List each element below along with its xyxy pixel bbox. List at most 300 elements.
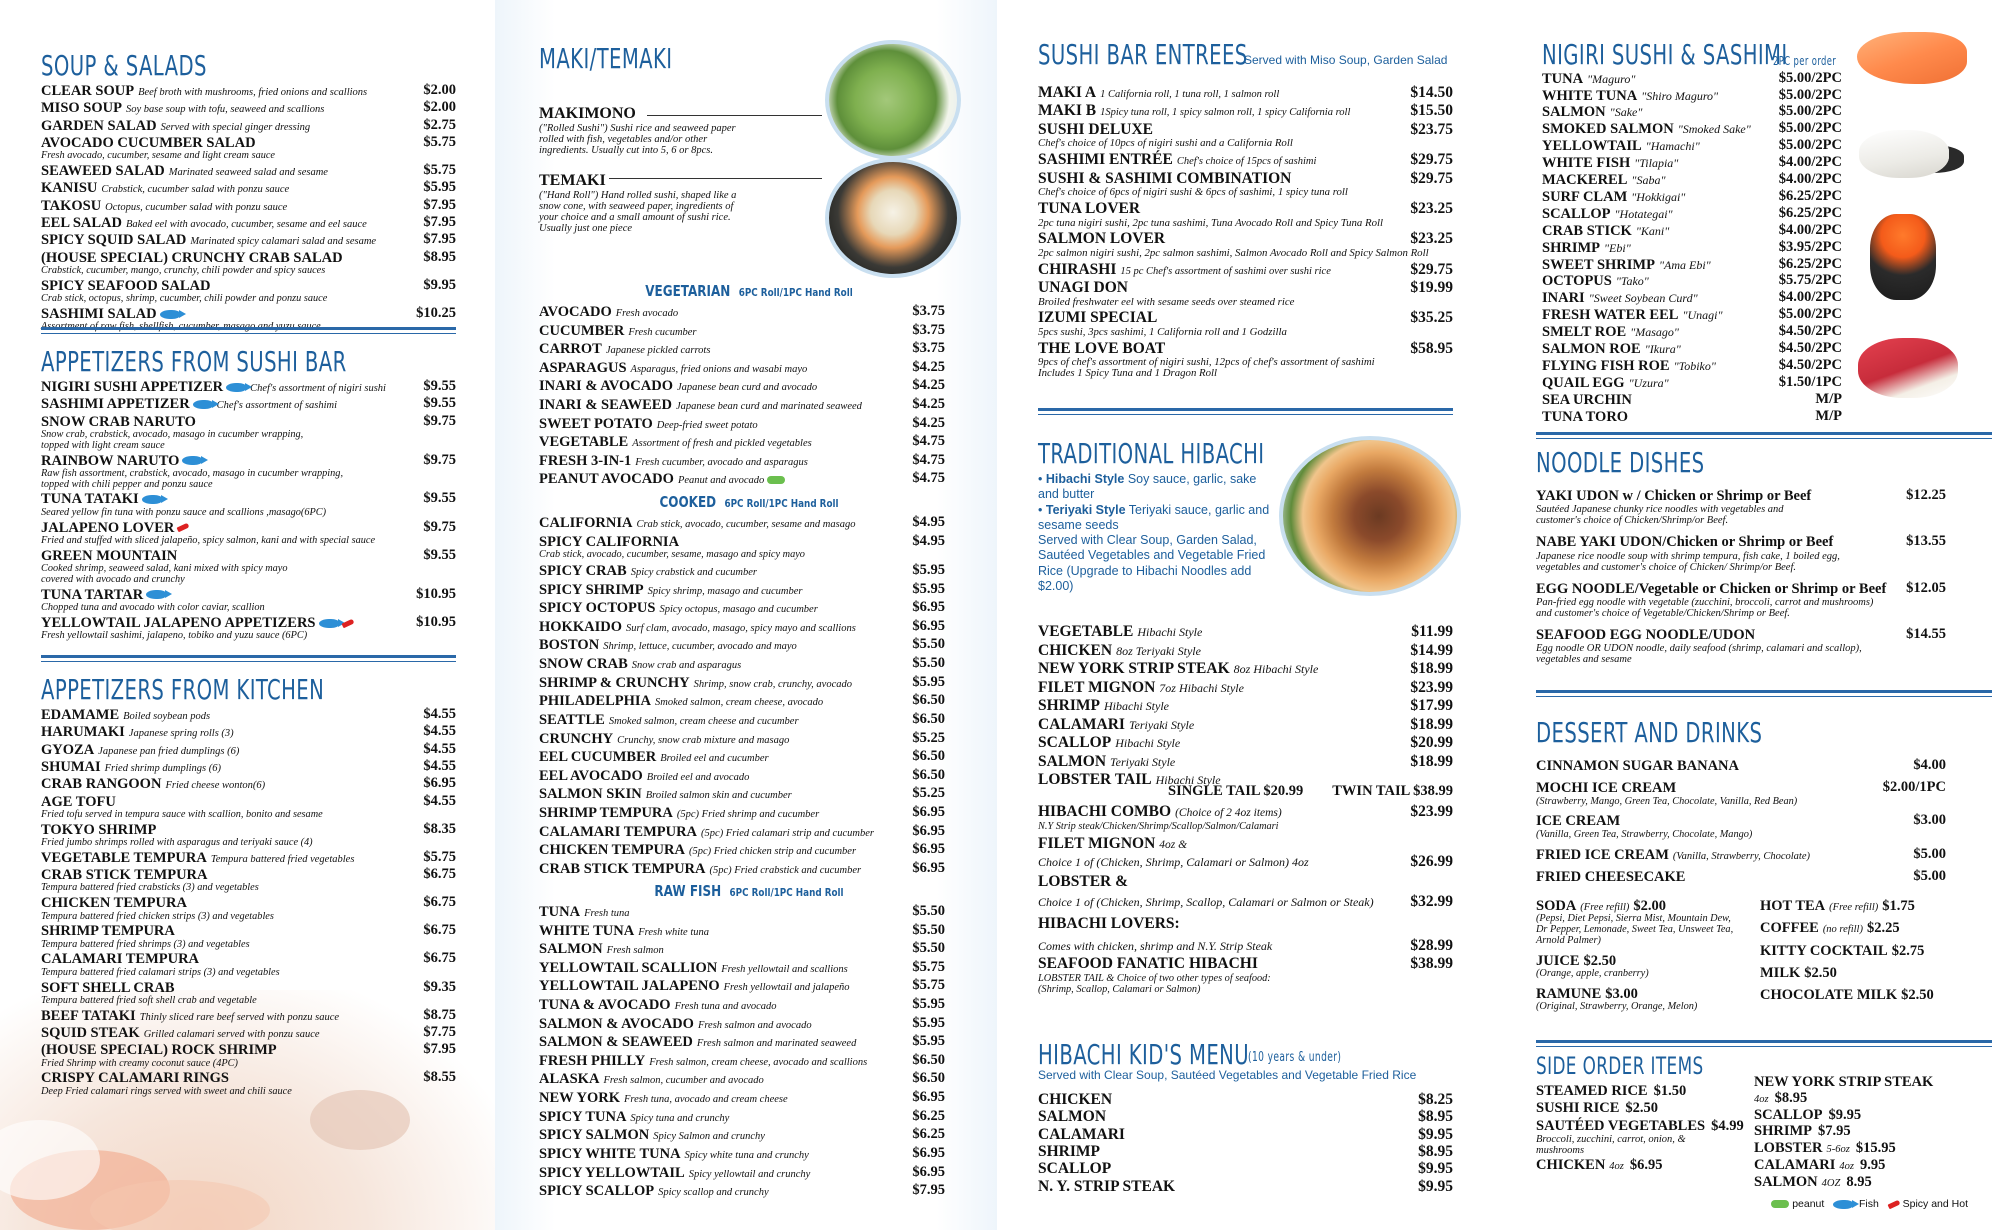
- item-desc: "Unagi": [1682, 308, 1723, 323]
- menu-item: [1542, 206, 1842, 222]
- item-price: $5.00/2PC: [1778, 69, 1842, 86]
- item-price: $4.99: [1711, 1117, 1744, 1134]
- menu-item: [539, 304, 959, 320]
- item-name: TUNA TATAKI: [41, 491, 139, 508]
- menu-item: [41, 135, 456, 151]
- menu-item: [539, 842, 959, 858]
- item-price: $5.95: [912, 562, 945, 579]
- item-name: IZUMI SPECIAL: [1038, 309, 1158, 327]
- item-price: $6.75: [423, 894, 456, 911]
- item-name: SEAFOOD EGG NOODLE/UDON: [1536, 627, 1756, 644]
- menu-item: [1542, 71, 1842, 87]
- item-name: YAKI UDON w / Chicken or Shrimp or Beef: [1536, 488, 1812, 504]
- menu-item: [1038, 280, 1453, 296]
- section-divider: [1536, 432, 1992, 439]
- item-name: OCTOPUS: [1542, 273, 1612, 290]
- item-price: $20.99: [1410, 734, 1453, 752]
- item-name: SHUMAI: [41, 758, 101, 775]
- menu-item: [1038, 624, 1453, 640]
- item-price: $4.00/2PC: [1778, 289, 1842, 306]
- menu-item: [1542, 121, 1842, 137]
- item-desc: Assortment of fresh and pickled vegetables: [632, 438, 812, 450]
- menu-item: [1542, 341, 1842, 357]
- item-name: KANISU: [41, 180, 98, 197]
- item-name: GYOZA: [41, 741, 95, 758]
- item-price: $2.00/1PC: [1882, 779, 1946, 796]
- item-desc: Spicy scallop and crunchy: [658, 1187, 769, 1199]
- item-desc: Fresh tuna: [584, 908, 630, 919]
- item-name: SALMON: [1542, 104, 1606, 121]
- item-desc: Fresh salmon, cream cheese, avocado and scallions: [649, 1056, 868, 1068]
- item-desc-line: Fresh yellowtail sashimi, jalapeno, tobiko and yuzu sauce (6PC): [41, 629, 308, 641]
- item-desc-line: Sautéed Japanese chunky rice noodles with vegetables and: [1536, 504, 1784, 516]
- item-price: $5.00: [1913, 867, 1946, 884]
- item-price: $8.75: [423, 1006, 456, 1023]
- item-desc-line: Tempura battered fried calamari strips (3) and vegetables: [41, 966, 280, 978]
- item-price: $6.95: [912, 859, 945, 876]
- menu-item: [1038, 1144, 1453, 1160]
- tuna-nigiri-photo: [1858, 338, 1958, 398]
- item-price: $4.50/2PC: [1778, 323, 1842, 340]
- item-name: EDAMAME: [41, 707, 120, 723]
- white-fish-nigiri-photo: [1859, 130, 1949, 178]
- fanatic-desc2: (Shrimp, Scallop, Calamari or Salmon): [1038, 983, 1201, 995]
- menu-item: [539, 534, 959, 550]
- section-divider: [1536, 690, 1992, 697]
- item-desc-line: 5pcs sushi, 3pcs sashimi, 1 California roll and 1 Godzilla: [1038, 325, 1287, 338]
- item-desc-line: Chef's choice of 10pcs of nigiri sushi and a California Roll: [1038, 137, 1293, 150]
- item-price: $8.95: [423, 248, 456, 265]
- item-desc: Fresh salmon: [606, 945, 664, 957]
- item-name: FRESH 3-IN-1: [539, 452, 632, 469]
- menu-item: [539, 805, 959, 821]
- soup-salads-section: [41, 49, 456, 333]
- item-desc: Fresh cucumber: [628, 326, 697, 338]
- menu-item: [1542, 257, 1842, 273]
- menu-item: [539, 1183, 959, 1199]
- menu-item: [1542, 223, 1842, 239]
- item-name: SAUTÉED VEGETABLES: [1536, 1117, 1706, 1134]
- item-desc: "Tako": [1615, 274, 1649, 289]
- item-name: LOBSTER TAIL: [1038, 771, 1152, 789]
- menu-item: [1038, 698, 1453, 714]
- item-desc: Marinated spicy calamari salad and sesame: [190, 236, 377, 248]
- item-desc-line: Fresh avocado, cucumber, sesame and light cream sauce: [41, 150, 276, 162]
- item-desc: Grilled calamari served with ponzu sauce: [143, 1028, 320, 1040]
- item-name: SOFT SHELL CRAB: [41, 979, 175, 996]
- item-price: $3.75: [912, 340, 945, 357]
- menu-item: [1536, 488, 1946, 504]
- menu-item: [1038, 152, 1453, 168]
- fish-icon: [1833, 1200, 1853, 1209]
- section-title: SOUP & SALADS: [41, 49, 207, 82]
- menu-column-3: [997, 0, 1492, 1230]
- menu-item: [539, 397, 959, 413]
- item-desc-line: Cooked shrimp, seaweed salad, kani mixed with spicy mayo: [41, 562, 288, 574]
- menu-item: [41, 923, 456, 939]
- item-name: JALAPENO LOVER: [41, 519, 175, 536]
- item-price: $6.95: [423, 775, 456, 792]
- item-price: $12.05: [1906, 579, 1946, 596]
- menu-item: [1542, 409, 1842, 425]
- item-desc: Spicy Salmon and crunchy: [653, 1131, 765, 1143]
- item-desc-line: Tempura battered fried chicken strips (3) and vegetables: [41, 910, 274, 922]
- pepper-icon: [1887, 1199, 1900, 1209]
- item-desc-line: Assortment of raw fish, shellfish, cucumber, masago and yuzu sauce: [41, 321, 321, 333]
- item-price: $6.95: [1629, 1156, 1663, 1173]
- menu-item: [1754, 1157, 1984, 1173]
- item-name: CALAMARI TEMPURA: [539, 823, 698, 840]
- milk-item: MILK $2.50: [1760, 964, 1837, 981]
- item-desc-line: and customer's choice of Vegetable/Chicken/Shrimp or Beef.: [1536, 608, 1790, 620]
- item-price: $11.99: [1411, 623, 1453, 641]
- menu-item: [41, 100, 456, 116]
- item-desc-line: Fried tofu served in tempura sauce with scallion, bonito and sesame: [41, 808, 323, 820]
- item-price: $15.95: [1855, 1140, 1896, 1157]
- menu-item: [1038, 1109, 1453, 1125]
- item-price: $9.95: [1828, 1106, 1862, 1123]
- item-desc-line: 2pc tuna nigiri sushi, 2pc tuna sashimi, Tuna Avocado Roll and Spicy Tuna Roll: [1038, 216, 1384, 229]
- item-name: SPICY OCTOPUS: [539, 600, 656, 617]
- menu-item: [1542, 240, 1842, 256]
- item-name: EGG NOODLE/Vegetable or Chicken or Shrimp or Beef: [1536, 580, 1887, 597]
- item-desc: Crab stick, avocado, cucumber, sesame and masago: [636, 519, 856, 530]
- item-name: MISO SOUP: [41, 100, 122, 117]
- item-desc: "Maguro": [1587, 71, 1636, 86]
- menu-item: [539, 749, 959, 765]
- item-desc: Snow crab and asparagus: [631, 660, 742, 672]
- item-price: $5.95: [912, 673, 945, 690]
- menu-item: [1542, 138, 1842, 154]
- item-name: SHRIMP: [1038, 1142, 1100, 1160]
- item-desc: "Hotategai": [1614, 206, 1673, 221]
- item-name: GARDEN SALAD: [41, 117, 157, 134]
- item-price: $5.95: [423, 179, 456, 196]
- hibachi-extras: [1038, 784, 1453, 995]
- item-price: $9.75: [423, 451, 456, 468]
- item-price: $2.75: [423, 116, 456, 133]
- section-divider: [41, 327, 456, 334]
- menu-item: [41, 742, 456, 758]
- item-desc: 1Spicy tuna roll, 1 spicy salmon roll, 1 spicy California roll: [1100, 107, 1351, 119]
- hibachi-lobster: LOBSTER &: [1038, 872, 1129, 890]
- menu-item: [41, 776, 456, 792]
- filet-line2: Choice 1 of (Chicken, Shrimp, Calamari or Salmon) 4oz $26.99: [1038, 852, 1453, 870]
- menu-item: [539, 656, 959, 672]
- item-price: $5.25: [912, 785, 945, 802]
- menu-item: [1038, 643, 1453, 659]
- entrees-header: [1038, 38, 1458, 71]
- item-name: NEW YORK STRIP STEAK: [1038, 660, 1230, 678]
- menu-item: [1542, 307, 1842, 323]
- item-name: SPICY SCALLOP: [539, 1183, 655, 1200]
- item-price: $4.55: [423, 740, 456, 757]
- appkitchen-list: [41, 707, 456, 1097]
- item-desc-line: Tempura battered fried crabsticks (3) and vegetables: [41, 882, 259, 894]
- item-name: SALMON: [539, 941, 603, 958]
- soda-desc: (Pepsi, Diet Pepsi, Sierra Mist, Mountain Dew, Dr Pepper, Lemonade, Sweet Tea, Unsweet Tea, Arnold Palmer): [1536, 913, 1734, 946]
- item-desc: Spicy octopus, masago and cucumber: [659, 604, 818, 616]
- item-name: SEAWEED SALAD: [41, 163, 165, 180]
- item-price: $4.55: [423, 757, 456, 774]
- section-title: TRADITIONAL HIBACHI: [1038, 437, 1265, 470]
- item-desc-line: Chopped tuna and avocado with color caviar, scallion: [41, 601, 265, 613]
- item-name: TUNA TORO: [1542, 408, 1629, 425]
- item-name: SPICY YELLOWTAIL: [539, 1164, 685, 1181]
- item-price: $6.50: [912, 1051, 945, 1068]
- menu-item: [1536, 1118, 1746, 1134]
- item-desc-line: Raw fish assortment, crabstick, avocado, masago in cucumber wrapping,: [41, 467, 344, 479]
- item-name: CINNAMON SUGAR BANANA: [1536, 758, 1739, 774]
- menu-item: [1754, 1140, 1984, 1156]
- menu-item: [41, 278, 456, 294]
- item-desc: Fresh yellowtail and jalapeño: [723, 982, 850, 994]
- item-price: $6.50: [912, 748, 945, 765]
- item-name: VEGETABLE: [1038, 623, 1134, 641]
- menu-item: [1038, 122, 1453, 138]
- section-title: HIBACHI KID'S MENU: [1038, 1038, 1250, 1071]
- fish-icon: [226, 383, 246, 392]
- item-price: 8.95: [1846, 1173, 1872, 1190]
- item-desc: 4oz: [1754, 1093, 1769, 1105]
- item-desc-line: Snow crab, crabstick, avocado, masago in cucumber wrapping,: [41, 428, 304, 440]
- appetizers-kitchen-section: [41, 673, 456, 1097]
- item-desc: Japanese spring rolls (3): [128, 728, 234, 740]
- item-desc: Hibachi Style: [1115, 736, 1181, 751]
- item-price: $7.95: [1818, 1123, 1851, 1140]
- item-price: $4.75: [912, 433, 945, 450]
- item-desc: Crunchy, snow crab mixture and masago: [617, 734, 790, 746]
- item-name: TUNA TARTAR: [41, 586, 144, 603]
- menu-item: [539, 923, 959, 939]
- item-desc: "Ama Ebi": [1658, 257, 1711, 272]
- item-price: $5.95: [912, 1014, 945, 1031]
- item-price: $6.95: [912, 1163, 945, 1180]
- item-name: CRUNCHY: [539, 730, 614, 747]
- item-price: $5.00/2PC: [1778, 86, 1842, 103]
- menu-item: [1038, 310, 1453, 326]
- item-price: $19.99: [1410, 279, 1453, 297]
- item-desc-line: Chef's choice of 6pcs of nigiri sushi & 6pcs of sashimi, 1 spicy tuna roll: [1038, 186, 1348, 199]
- teriyaki-style-label: Teriyaki Style: [1045, 502, 1126, 517]
- item-desc-line: Crab stick, avocado, cucumber, sesame, masago and spicy mayo: [539, 548, 805, 560]
- item-name: SEATTLE: [539, 711, 605, 728]
- item-desc: Chef's choice of 15pcs of sashimi: [1176, 156, 1317, 168]
- item-desc-line: Broccoli, zucchini, carrot, onion, &: [1536, 1133, 1686, 1145]
- subsection-title: VEGETARIAN 6PC Roll/1PC Hand Roll: [645, 282, 853, 300]
- menu-item: [1038, 171, 1453, 187]
- item-desc-line: vegetables and customer's choice of Chicken/ Shrimp/or Beef.: [1536, 561, 1797, 573]
- leader-line: [647, 115, 822, 116]
- item-desc: (5pc) Fried calamari strip and cucumber: [701, 827, 874, 839]
- item-desc: 5-6oz: [1826, 1144, 1850, 1156]
- menu-item: [41, 414, 456, 430]
- item-name: CLEAR SOUP: [41, 83, 135, 99]
- item-name: SPICY CALIFORNIA: [539, 533, 680, 550]
- menu-item: [539, 861, 959, 877]
- kids-served: Served with Clear Soup, Sautéed Vegetables and Vegetable Fried Rice: [1038, 1068, 1417, 1082]
- item-name: MOCHI ICE CREAM: [1536, 780, 1677, 797]
- item-desc: Japanese bean curd and avocado: [676, 382, 818, 394]
- item-name: CALAMARI: [1038, 1125, 1125, 1143]
- leader-line: [609, 178, 822, 179]
- item-name: SHRIMP & CRUNCHY: [539, 674, 690, 691]
- drinks-right: [1760, 898, 1960, 1004]
- menu-item: [539, 693, 959, 709]
- item-price: $9.35: [423, 978, 456, 995]
- item-name: ALASKA: [539, 1071, 600, 1088]
- menu-item: [1536, 758, 1946, 774]
- item-name: SWEET SHRIMP: [1542, 256, 1655, 273]
- item-name: FRIED ICE CREAM: [1536, 846, 1669, 863]
- item-name: N. Y. STRIP STEAK: [1038, 1177, 1176, 1195]
- item-price: $4.00: [1913, 757, 1946, 773]
- menu-item: [1536, 581, 1946, 597]
- menu-item: [1536, 534, 1946, 550]
- item-name: SALMON: [1038, 1108, 1107, 1126]
- item-price: $5.75: [912, 977, 945, 994]
- item-price: $6.95: [912, 617, 945, 634]
- section-title: NIGIRI SUSHI & SASHIMI: [1542, 38, 1788, 71]
- item-desc: (Vanilla, Strawberry, Chocolate): [1672, 850, 1810, 862]
- item-name: SUSHI & SASHIMI COMBINATION: [1038, 170, 1292, 188]
- temaki-photo: [825, 158, 961, 278]
- item-name: SASHIMI ENTRÉE: [1038, 151, 1173, 169]
- section-title: APPETIZERS FROM KITCHEN: [41, 673, 325, 706]
- menu-item: [1038, 1161, 1453, 1177]
- item-desc: Peanut and avocado: [677, 475, 765, 487]
- item-name: SCALLOP: [1038, 734, 1112, 752]
- item-desc: 4oz: [1609, 1160, 1624, 1172]
- item-price: $9.95: [1418, 1125, 1453, 1143]
- item-desc: Fried shrimp dumplings (6): [104, 762, 221, 774]
- item-desc: "Uzura": [1628, 375, 1669, 390]
- item-name: EEL CUCUMBER: [539, 749, 657, 766]
- item-desc: 8oz Hibachi Style: [1233, 662, 1319, 677]
- item-desc-line: (Vanilla, Green Tea, Strawberry, Chocolate, Mango): [1536, 828, 1753, 840]
- menu-item: [539, 1127, 959, 1143]
- appsushi-list: [41, 379, 456, 642]
- item-desc: Smoked salmon, cream cheese and cucumber: [608, 715, 799, 727]
- item-price: $29.75: [1410, 260, 1453, 278]
- item-desc-line: Egg noodle OR UDON noodle, daily seafood (shrimp, calamari and scallop),: [1536, 643, 1862, 655]
- menu-item: [41, 83, 456, 99]
- item-name: PEANUT AVOCADO: [539, 471, 674, 488]
- item-price: $10.95: [416, 585, 456, 602]
- item-name: HOKKAIDO: [539, 618, 622, 635]
- item-price: $10.95: [416, 613, 456, 630]
- menu-item: [41, 379, 456, 395]
- section-title: SUSHI BAR ENTREES: [1038, 38, 1248, 71]
- item-name: CRAB STICK: [1542, 222, 1632, 239]
- hibachi-filet: FILET MIGNON 4oz &: [1038, 834, 1188, 852]
- item-desc: Chef's assortment of nigiri sushi: [250, 383, 386, 394]
- subsection-title: COOKED 6PC Roll/1PC Hand Roll: [659, 493, 839, 511]
- menu-item: [1038, 201, 1453, 217]
- section-subtitle: 2PC per order: [1773, 54, 1837, 68]
- menu-item: [41, 615, 456, 631]
- menu-item: [539, 637, 959, 653]
- item-name: ICE CREAM: [1536, 813, 1621, 830]
- item-name: INARI & AVOCADO: [539, 378, 673, 395]
- item-desc-line: (Strawberry, Mango, Green Tea, Chocolate, Vanilla, Red Bean): [1536, 795, 1798, 807]
- item-name: SWEET POTATO: [539, 415, 653, 432]
- item-name: YELLOWTAIL JALAPENO: [539, 978, 720, 995]
- item-name: CRISPY CALAMARI RINGS: [41, 1070, 229, 1087]
- menu-item: [1536, 1083, 1746, 1099]
- item-desc: Fresh salmon and marinated seaweed: [696, 1038, 857, 1050]
- item-name: CALIFORNIA: [539, 515, 633, 531]
- item-desc-line: Seared yellow fin tuna with ponzu sauce and scallions ,masago(6PC): [41, 506, 327, 518]
- item-desc: "Sake": [1609, 105, 1643, 120]
- menu-item: [539, 360, 959, 376]
- menu-item: [41, 396, 456, 412]
- item-price: $3.00: [1913, 812, 1946, 829]
- item-price: $23.99: [1410, 678, 1453, 696]
- item-desc: Smoked salmon, cream cheese, avocado: [655, 697, 824, 709]
- menu-item: [1542, 189, 1842, 205]
- menu-item: [1542, 273, 1842, 289]
- item-desc: Fresh tuna, avocado and cream cheese: [623, 1094, 788, 1106]
- section-title: NOODLE DISHES: [1536, 446, 1705, 479]
- item-name: FLYING FISH ROE: [1542, 358, 1670, 374]
- menu-item: [41, 180, 456, 196]
- menu-item: [1038, 717, 1453, 733]
- soda-item: SODA (Free refill) $2.00: [1536, 898, 1666, 914]
- item-price: $3.75: [912, 321, 945, 338]
- item-desc: "Smoked Sake": [1677, 122, 1751, 137]
- item-price: $5.75: [423, 162, 456, 179]
- item-desc: Japanese pan fried dumplings (6): [98, 745, 240, 757]
- item-price: $3.75: [912, 303, 945, 319]
- item-price: $1.50: [1653, 1083, 1687, 1099]
- item-price: $7.95: [423, 213, 456, 230]
- item-price: $4.25: [912, 377, 945, 394]
- item-desc-line: Deep Fried calamari rings served with sweet and chili sauce: [41, 1085, 292, 1097]
- menu-item: [41, 867, 456, 883]
- menu-column-1: [0, 0, 495, 1230]
- menu-item: [1038, 661, 1453, 677]
- item-price: $6.25: [912, 1107, 945, 1124]
- item-name: QUAIL EGG: [1542, 374, 1625, 391]
- item-price: $6.95: [912, 599, 945, 616]
- item-price: $5.50: [912, 636, 945, 653]
- hot-tea-item: HOT TEA (Free refill) $1.75: [1760, 898, 1915, 914]
- item-price: $14.50: [1410, 83, 1453, 101]
- item-price: $3.95/2PC: [1778, 238, 1842, 255]
- item-price: $8.35: [423, 820, 456, 837]
- item-desc: 15 pc Chef's assortment of sashimi over sushi rice: [1120, 265, 1331, 277]
- section-title: SIDE ORDER ITEMS: [1536, 1052, 1704, 1080]
- item-price: $7.95: [912, 1182, 945, 1199]
- item-price: $6.95: [912, 822, 945, 839]
- item-price: $8.25: [1418, 1091, 1453, 1108]
- menu-item: [1542, 375, 1842, 391]
- item-desc: Fresh tuna and avocado: [674, 1001, 777, 1013]
- item-name: SHRIMP: [1754, 1123, 1812, 1140]
- item-price: $4.75: [912, 451, 945, 468]
- menu-item: [539, 1071, 959, 1087]
- menu-item: [539, 619, 959, 635]
- item-price: $6.75: [423, 950, 456, 967]
- menu-item: [539, 1109, 959, 1125]
- item-price: $14.99: [1410, 641, 1453, 659]
- item-name: FRESH WATER EEL: [1542, 307, 1679, 324]
- hibachi-photo: [1279, 436, 1461, 596]
- menu-item: [1542, 290, 1842, 306]
- item-name: BOSTON: [539, 637, 600, 654]
- item-price: $4.25: [912, 396, 945, 413]
